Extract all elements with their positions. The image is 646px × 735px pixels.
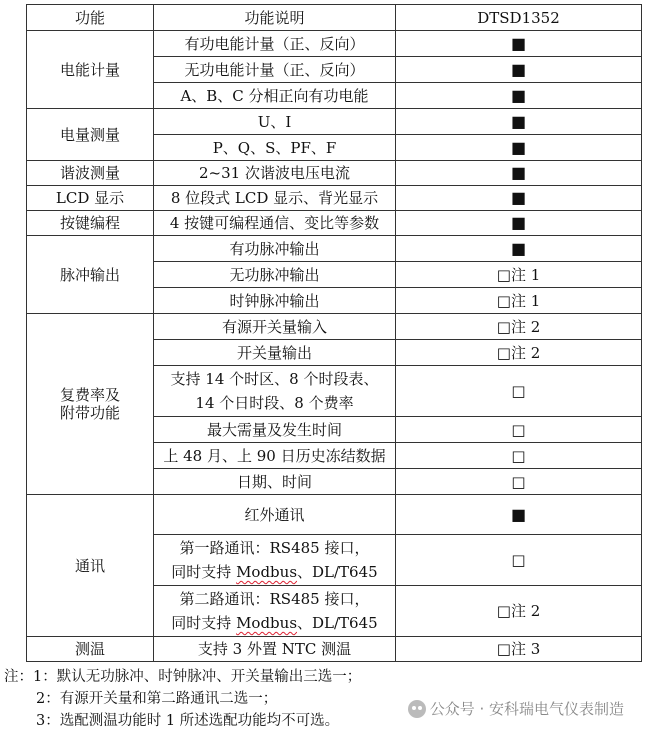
- desc-cell: 有功脉冲输出: [154, 236, 396, 262]
- table-row: [27, 186, 642, 211]
- desc-cell: 2~31 次谐波电压电流: [154, 161, 396, 186]
- desc-cell: 支持 3 外置 NTC 测温: [154, 637, 396, 662]
- table-row: [27, 314, 642, 340]
- note-ref: 注 2: [510, 602, 541, 620]
- hollow-square-icon: □: [496, 640, 511, 658]
- mark-cell: [396, 495, 642, 535]
- modbus-term: Modbus: [236, 563, 298, 581]
- wechat-icon: [408, 700, 426, 718]
- hollow-square-icon: □: [496, 602, 511, 620]
- table-row: [27, 109, 642, 135]
- filled-square-icon: ■: [510, 33, 527, 53]
- mark-cell: [396, 135, 642, 161]
- group-energy: 电能计量: [27, 31, 154, 109]
- filled-square-icon: ■: [510, 163, 527, 182]
- table-row: [27, 31, 642, 57]
- filled-square-icon: ■: [510, 137, 527, 157]
- table-row: [27, 495, 642, 535]
- mark-cell: [396, 314, 642, 340]
- footnote-3: 3：选配测温功能时 1 所述选配功能均不可选。: [36, 713, 340, 729]
- desc-cell: 无功电能计量（正、反向）: [154, 57, 396, 83]
- desc-cell: 日期、时间: [154, 469, 396, 495]
- desc-cell: 最大需量及发生时间: [154, 417, 396, 443]
- note-ref: 注 2: [510, 343, 541, 362]
- filled-square-icon: ■: [510, 504, 527, 524]
- desc-cell: 8 位段式 LCD 显示、背光显示: [154, 186, 396, 211]
- hollow-square-icon: □: [496, 265, 511, 284]
- header-description: 功能说明: [154, 5, 396, 31]
- mark-cell: [396, 57, 642, 83]
- filled-square-icon: ■: [510, 85, 527, 105]
- desc-cell: 支持 14 个时区、8 个时段表、 14 个日时段、8 个费率: [154, 366, 396, 417]
- mark-cell: [396, 262, 642, 288]
- mark-cell: [396, 443, 642, 469]
- mark-cell: [396, 211, 642, 236]
- hollow-square-icon: □: [496, 343, 511, 362]
- filled-square-icon: ■: [510, 238, 527, 258]
- mark-cell: [396, 340, 642, 366]
- table-header-row: [27, 5, 642, 31]
- group-comm: 通讯: [27, 495, 154, 637]
- desc-cell: 上 48 月、上 90 日历史冻结数据: [154, 443, 396, 469]
- header-function: 功能: [27, 5, 154, 31]
- mark-cell: [396, 366, 642, 417]
- group-pulse: 脉冲输出: [27, 236, 154, 314]
- filled-square-icon: ■: [510, 111, 527, 131]
- mark-cell: [396, 637, 642, 662]
- note-ref: 注 1: [510, 265, 541, 284]
- mark-cell: [396, 31, 642, 57]
- footnote-2: 2：有源开关量和第二路通讯二选一；: [36, 691, 278, 707]
- table-row: [27, 161, 642, 186]
- desc-cell: 第二路通讯：RS485 接口， 同时支持 Modbus、DL/T645: [154, 586, 396, 637]
- note-ref: 注 1: [510, 291, 541, 310]
- group-elec: 电量测量: [27, 109, 154, 161]
- mark-cell: [396, 586, 642, 637]
- mark-cell: [396, 236, 642, 262]
- watermark: [408, 698, 624, 719]
- desc-cell: 有功电能计量（正、反向）: [154, 31, 396, 57]
- footnote-1: 注：1：默认无功脉冲、时钟脉冲、开关量输出三选一；: [4, 669, 362, 685]
- filled-square-icon: ■: [510, 59, 527, 79]
- desc-cell: 第一路通讯：RS485 接口， 同时支持 Modbus、DL/T645: [154, 535, 396, 586]
- table-row: [27, 637, 642, 662]
- group-keys: 按键编程: [27, 211, 154, 236]
- watermark-text: 公众号 · 安科瑞电气仪表制造: [429, 700, 624, 718]
- desc-cell: P、Q、S、PF、F: [154, 135, 396, 161]
- group-harmonic: 谐波测量: [27, 161, 154, 186]
- mark-cell: [396, 161, 642, 186]
- hollow-square-icon: □: [511, 446, 526, 465]
- filled-square-icon: ■: [510, 213, 527, 232]
- hollow-square-icon: □: [511, 382, 526, 400]
- modbus-term: Modbus: [236, 614, 298, 632]
- filled-square-icon: ■: [510, 188, 527, 207]
- mark-cell: [396, 535, 642, 586]
- desc-cell: 无功脉冲输出: [154, 262, 396, 288]
- desc-cell: 4 按键可编程通信、变比等参数: [154, 211, 396, 236]
- desc-cell: 开关量输出: [154, 340, 396, 366]
- desc-cell: A、B、C 分相正向有功电能: [154, 83, 396, 109]
- header-model: DTSD1352: [396, 5, 642, 31]
- desc-cell: 有源开关量输入: [154, 314, 396, 340]
- mark-cell: [396, 288, 642, 314]
- desc-cell: U、I: [154, 109, 396, 135]
- hollow-square-icon: □: [511, 420, 526, 439]
- mark-cell: [396, 417, 642, 443]
- mark-cell: [396, 469, 642, 495]
- desc-cell: 红外通讯: [154, 495, 396, 535]
- mark-cell: [396, 186, 642, 211]
- note-ref: 注 2: [510, 317, 541, 336]
- spec-table: [26, 4, 642, 662]
- hollow-square-icon: □: [511, 551, 526, 569]
- mark-cell: [396, 83, 642, 109]
- table-row: [27, 211, 642, 236]
- desc-cell: 时钟脉冲输出: [154, 288, 396, 314]
- group-lcd: LCD 显示: [27, 186, 154, 211]
- note-ref: 注 3: [510, 640, 541, 658]
- hollow-square-icon: □: [496, 317, 511, 336]
- hollow-square-icon: □: [496, 291, 511, 310]
- table-row: [27, 236, 642, 262]
- mark-cell: [396, 109, 642, 135]
- group-temp: 测温: [27, 637, 154, 662]
- hollow-square-icon: □: [511, 472, 526, 491]
- group-tariff: 复费率及 附带功能: [27, 314, 154, 495]
